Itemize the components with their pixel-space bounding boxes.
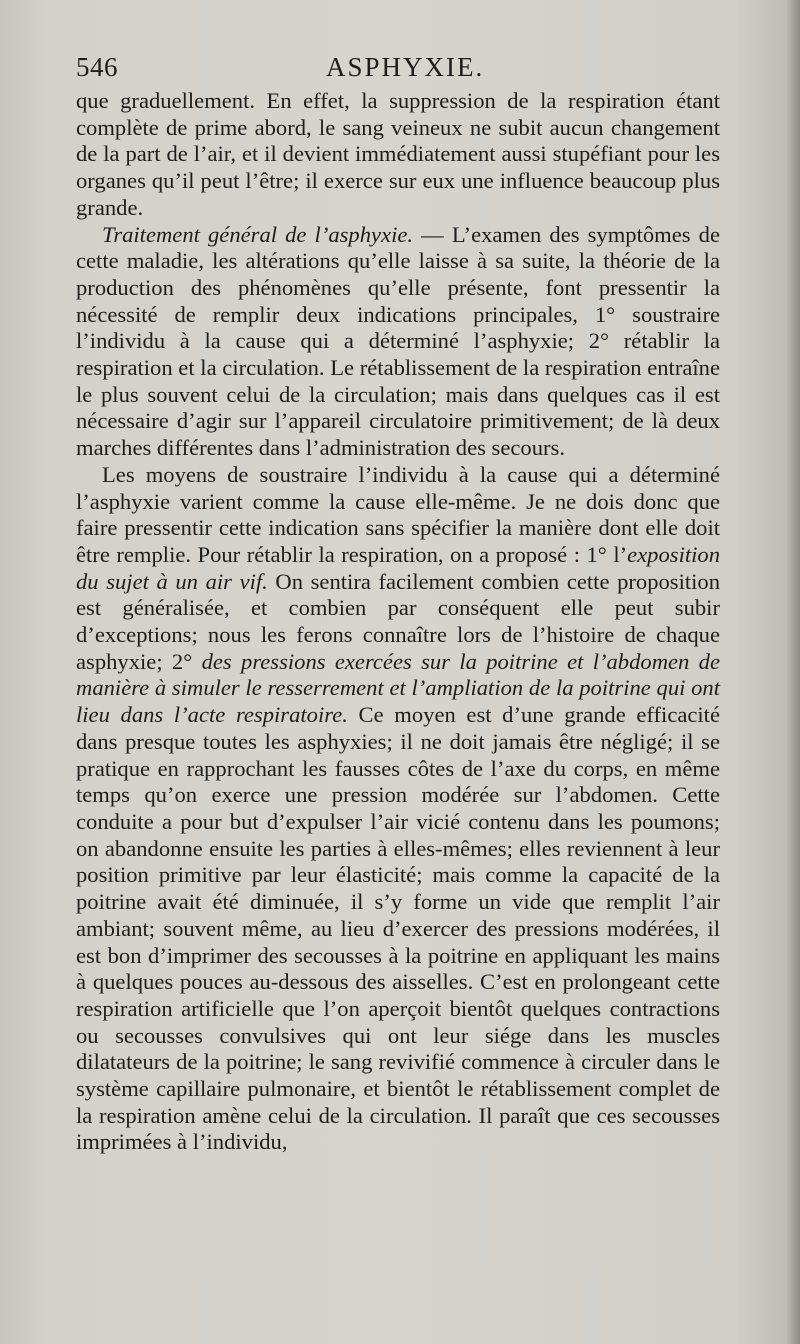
page-body — [76, 88, 720, 1156]
paragraph-traitement — [76, 222, 720, 462]
paragraph-text: On sentira facilement combien cette proposition est généralisée, et combien par conséquent elle peut subir d’exceptions; nous les ferons connaître lors de l’histoire de chaque asphyxie; 2° — [76, 568, 721, 674]
emphasis-text: des pressions exercées sur la poitrine et l’abdomen de manière à simuler le resserrement et l’ampliation de la poitrine qui ont lieu dans l’acte respiratoire. — [76, 648, 720, 728]
paragraph-text: Les moyens de soustraire l’individu à la cause qui a déterminé l’asphyxie varient comme la cause elle-même. Je ne dois donc que faire pressentir cette indication sans spécifier la manière dont elle doit être remplie. Pour rétablir la respiration, on a proposé : 1° l’ — [76, 461, 720, 567]
running-title: ASPHYXIE. — [326, 52, 485, 82]
paragraph-continued: que graduellement. En effet, la suppression de la respiration étant complète de prime abord, le sang veineux ne subit aucun changement de la part de l’air, et il devient immédiatement aussi stupéfiant pour les organes qu’il peut l’être; il exerce sur eux une influence beaucoup plus grande. — [76, 88, 720, 220]
paragraph-text: Ce moyen est d’une grande efficacité dans presque toutes les asphyxies; il ne doit jamais être négligé; il se pratique en rapprochant les fausses côtes de l’axe du corps, en même temps qu’on exerce une pression modérée sur l’abdomen. Cette conduite a pour but d’expulser l’air vicié contenu dans les poumons; on abandonne ensuite les parties à elles-mêmes; elles reviennent à leur position primitive par leur élasticité; mais comme la capacité de la poitrine avait été diminuée, il s’y forme un vide que remplit l’air ambiant; souvent même, au lieu d’exercer des pressions modérées, il est bon d’imprimer des secousses à la poitrine en appliquant les mains à quelques pouces au-dessous des aisselles. C’est en prolongeant cette respiration artificielle que l’on aperçoit bientôt quelques contractions ou secousses convulsives qui ont leur siége dans les muscles dilatateurs de la poitrine; le sang revivifié commence à circuler dans le système capillaire pulmonaire, et bientôt le rétablissement complet de la respiration amène celui de la circulation. Il paraît que ces secousses imprimées à l’individu, — [76, 702, 720, 1155]
page-header — [76, 52, 716, 88]
page-number: 546 — [76, 52, 118, 82]
section-title: Traitement général de l’asphyxie. — [102, 221, 414, 247]
paragraph-text: — L’examen des symptômes de cette maladie, les altérations qu’elle laisse à sa suite, la théorie de la production des phénomènes qu’elle présente, font pressentir la nécessité de remplir deux indications principales, 1° soustraire l’individu à la cause qui a déterminé l’asphyxie; 2° rétablir la respiration et la circulation. Le rétablissement de la respiration entraîne le plus souvent celui de la circulation; mais dans quelques cas il est nécessaire d’agir sur l’appareil circulatoire primitivement; de là deux marches différentes dans l’administration des secours. — [76, 221, 720, 461]
page-edge-shadow — [786, 0, 800, 1344]
paragraph-moyens — [76, 462, 720, 1156]
emphasis-text: exposition du sujet à un air vif. — [76, 541, 720, 594]
